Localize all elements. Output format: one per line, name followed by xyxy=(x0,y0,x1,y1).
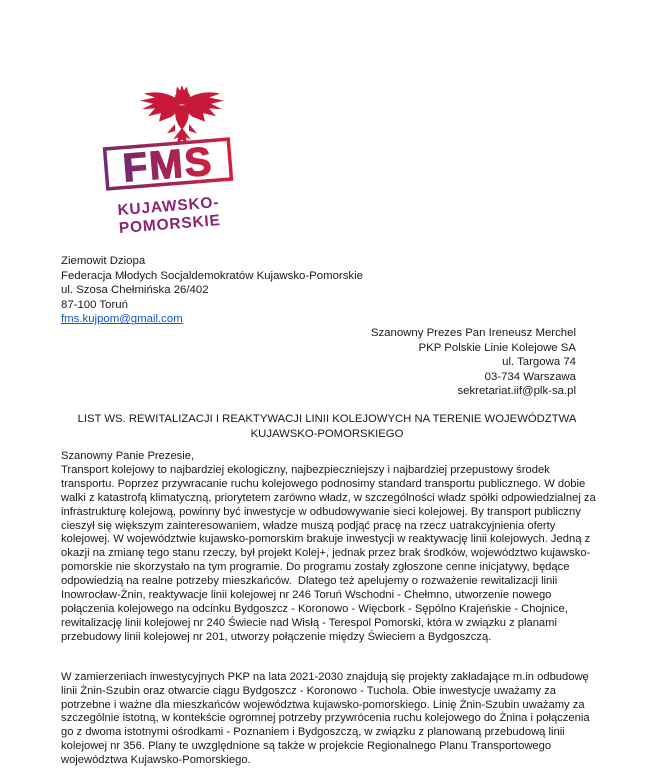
paragraph-1: Transport kolejowy to najbardziej ekologiczny, najbezpieczniejszy i najbardziej przepustowy środek transportu. Poprzez przywracanie ruchu kolejowego podnosimy standard transportu publicznego. W dobie walki z katastrofą klimatyczną, priorytetem zarówno władz, w szczególności władz spółki odpowiedzialnej za infrastrukturę kolejową, powinny być inwestycje w odbudowywanie sieci kolejowej. By transport publiczny cieszył się większym zainteresowaniem, władze muszą podjąć pracę na rzecz uatrakcyjnienia oferty kolejowej. W województwie kujawsko-pomorskim brakuje inwestycji w reaktywację linii kolejowych. Jedną z okazji na zmianę tego stanu rzeczy, był projekt Kolej+, jednak przez brak środków, województwo kujawsko-pomorskie nie skorzystało na tym programie. Do programu zostały zgłoszone cenne inicjatywy, będące odpowiedzią na realne potrzeby mieszkańców. Dlatego też apelujemy o rozważenie rewitalizacji linii Inowrocław-Żnin, reaktywacje linii kolejowej nr 246 Toruń Wschodni - Chełmno, utworzenie nowego połączenia kolejowego na odcinku Bydgoszcz - Koronowo - Więcbork - Sępólno Krajeńskie - Chojnice, rewitalizację linii kolejowej nr 240 Świecie nad Wisłą - Terespol Pomorski, która w związku z planami przebudowy linii kolejowej nr 201, utworzy połączenie między Świeciem a Bydgoszczą. xyxy=(61,463,599,643)
sender-email-link[interactable]: fms.kujpom@gmail.com xyxy=(61,313,183,326)
sender-city: 87-100 Toruń xyxy=(61,298,128,311)
sender-block xyxy=(61,254,363,327)
fms-logo-graphic xyxy=(100,83,270,243)
logo-region-line1: KUJAWSKO- xyxy=(116,194,220,220)
letter-title-line2: KUJAWSKO-POMORSKIEGO xyxy=(250,428,404,440)
sender-name: Ziemowit Dziopa xyxy=(61,255,146,267)
letter-body xyxy=(61,450,601,768)
fms-logo xyxy=(100,83,270,243)
salutation: Szanowny Panie Prezesie, xyxy=(61,450,195,462)
recipient-city: 03-734 Warszawa xyxy=(484,370,576,383)
recipient-organization: PKP Polskie Linie Kolejowe SA xyxy=(418,341,576,354)
sender-street: ul. Szosa Chełmińska 26/402 xyxy=(61,284,209,297)
recipient-email: sekretariat.iif@plk-sa.pl xyxy=(457,385,576,397)
recipient-street: ul. Targowa 74 xyxy=(502,356,576,368)
fms-wordmark: FMS xyxy=(121,139,215,191)
eagle-icon xyxy=(140,85,224,144)
paragraph-2: W zamierzeniach inwestycyjnych PKP na lata 2021-2030 znajdują się projekty zakładające m.in odbudowę linii Żnin-Szubin oraz otwarcie ciągu Bydgoszcz - Koronowo - Tuchola. Obie inwestycje uważamy za potrzebne i ważne dla mieszkańców województwa kujawsko-pomorskiego. Linię Żnin-Szubin uważamy za szczególnie istotną, w kontekście ogromnej potrzeby przywrócenia ruchu kolejowego do Żnina i połączenia go z dwoma istotnymi ośrodkami - Poznaniem i Bydgoszczą, w związku z planowaną przebudową linii kolejowej nr 356. Plany te uwzględnione są także w projekcie Regionalnego Planu Transportowego województwa Kujawsko-Pomorskiego. xyxy=(61,670,593,767)
sender-organization: Federacja Młodych Socjaldemokratów Kujawsko-Pomorskie xyxy=(61,269,363,282)
logo-region-line2: POMORSKIE xyxy=(118,211,222,238)
recipient-block xyxy=(371,326,576,399)
recipient-name: Szanowny Prezes Pan Ireneusz Merchel xyxy=(370,327,576,339)
letter-title-line1: LIST WS. REWITALIZACJI I REAKTYWACJI LINII KOLEJOWYCH NA TERENIE WOJEWÓDZTWA xyxy=(77,413,577,425)
letter-title xyxy=(57,412,597,442)
